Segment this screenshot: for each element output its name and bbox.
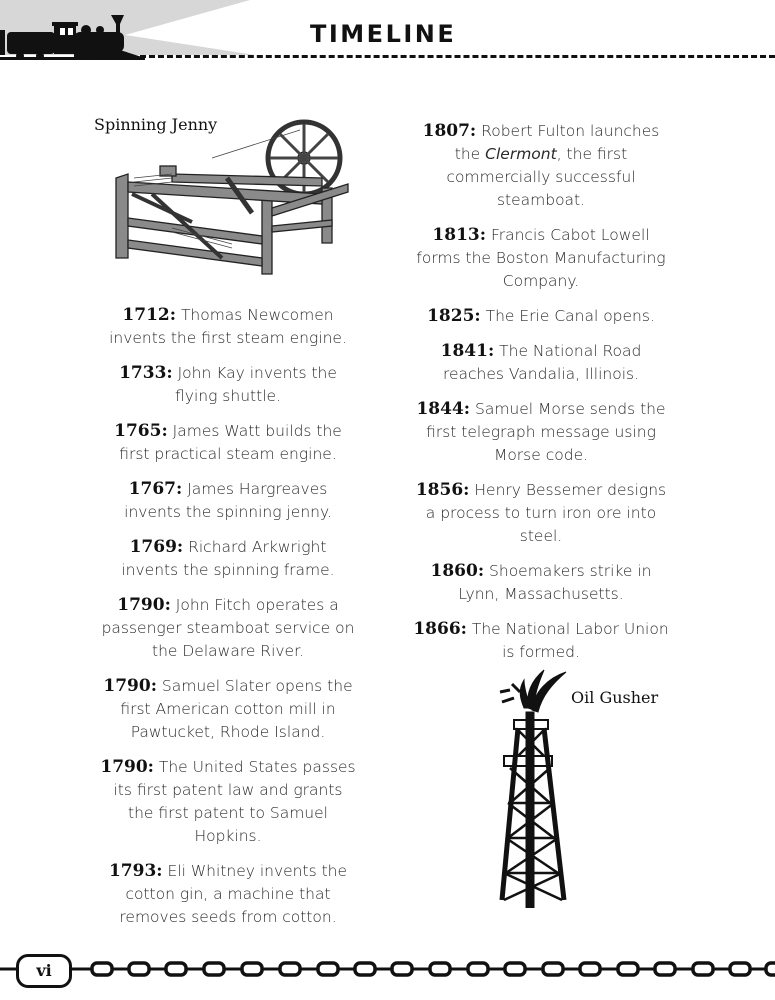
entry-italic-ship-name: Clermont <box>485 145 557 163</box>
chain-border-graphic <box>0 940 775 1000</box>
entry-year: 1765: <box>114 421 168 441</box>
header-dashed-rule <box>140 55 775 58</box>
page-number-badge: vi <box>16 954 72 988</box>
entry-year: 1790: <box>100 757 154 777</box>
entry-text: Henry Bessemer designs a process to turn iron ore into steel. <box>425 481 667 545</box>
entry-year: 1825: <box>427 306 481 326</box>
timeline-entry <box>100 756 356 848</box>
timeline-entry <box>412 560 670 606</box>
entry-text: The United States passes its first patent law and grants the first patent to Samuel Hopkins. <box>113 758 356 845</box>
timeline-entry <box>100 536 356 582</box>
timeline-entry <box>412 305 670 328</box>
entry-year: 1807: <box>422 121 477 141</box>
timeline-entry <box>100 594 356 663</box>
timeline-left-column <box>100 304 356 941</box>
entry-text: Francis Cabot Lowell forms the Boston Manufacturing Company. <box>416 226 666 290</box>
entry-text: John Fitch operates a passenger steamboat service on the Delaware River. <box>101 596 355 660</box>
entry-text: The Erie Canal opens. <box>485 307 655 325</box>
timeline-entry <box>100 362 356 408</box>
spinning-jenny-caption: Spinning Jenny <box>94 115 218 134</box>
entry-text: The National Labor Union is formed. <box>471 620 669 661</box>
entry-text: James Watt builds the first practical steam engine. <box>119 422 342 463</box>
entry-year: 1856: <box>415 480 470 500</box>
timeline-entry <box>100 478 356 524</box>
page-footer <box>0 940 775 1000</box>
timeline-entry <box>412 479 670 548</box>
entry-year: 1844: <box>416 399 471 419</box>
entry-year: 1841: <box>440 341 495 361</box>
entry-text: Robert Fulton launches the <box>454 122 660 163</box>
timeline-entry <box>100 420 356 466</box>
entry-year: 1790: <box>103 676 157 696</box>
entry-text: Samuel Morse sends the first telegraph message using Morse code. <box>426 400 666 464</box>
entry-year: 1860: <box>430 561 485 581</box>
locomotive-icon <box>0 10 145 60</box>
entry-year: 1866: <box>413 619 467 639</box>
entry-year: 1769: <box>129 537 184 557</box>
timeline-entry <box>100 675 356 744</box>
entry-text: Shoemakers strike in Lynn, Massachusetts. <box>458 562 652 603</box>
entry-text: John Kay invents the flying shuttle. <box>175 364 337 405</box>
page-title: TIMELINE <box>310 20 457 48</box>
entry-text: Thomas Newcomen invents the first steam engine. <box>109 306 347 347</box>
entry-year: 1712: <box>122 305 176 325</box>
oil-gusher-illustration <box>498 668 578 908</box>
timeline-entry <box>412 340 670 386</box>
entry-text: Eli Whitney invents the cotton gin, a machine that removes seeds from cotton. <box>119 862 348 926</box>
spinning-jenny-illustration <box>112 118 352 276</box>
entry-text: Richard Arkwright invents the spinning frame. <box>121 538 335 579</box>
entry-text: James Hargreaves invents the spinning jenny. <box>124 480 332 521</box>
timeline-right-column <box>412 120 670 676</box>
entry-year: 1733: <box>119 363 173 383</box>
timeline-entry <box>412 618 670 664</box>
timeline-entry <box>412 224 670 293</box>
entry-year: 1813: <box>432 225 486 245</box>
entry-text: The National Road reaches Vandalia, Illinois. <box>442 342 642 383</box>
entry-year: 1793: <box>108 861 163 881</box>
timeline-entry <box>100 860 356 929</box>
entry-year: 1790: <box>117 595 171 615</box>
entry-year: 1767: <box>128 479 183 499</box>
timeline-entry <box>412 120 670 212</box>
page-header <box>0 0 775 62</box>
timeline-entry <box>412 398 670 467</box>
timeline-entry <box>100 304 356 350</box>
entry-text: , the first commercially successful steamboat. <box>446 145 636 209</box>
entry-text: Samuel Slater opens the first American cotton mill in Pawtucket, Rhode Island. <box>120 677 353 741</box>
oil-gusher-caption: Oil Gusher <box>571 688 659 707</box>
